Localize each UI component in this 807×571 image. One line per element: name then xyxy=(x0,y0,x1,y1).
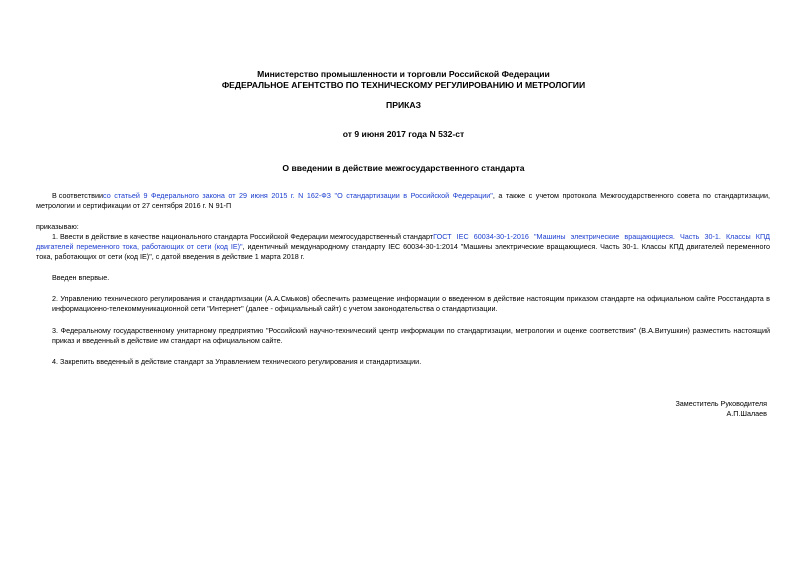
item-1-end: , идентичный международному стандарту IEC 60034-30-1:2014 "Машины электрические вращающиеся. Часть 30-1. Классы КПД двигателей переменного тока, работающих от сети (код IE)", с датой введения в действие 1 марта 2018 г. xyxy=(36,242,770,261)
item-3-paragraph xyxy=(36,326,770,346)
item-1-start: 1. Ввести в действие в качестве национального стандарта Российской Федерации межгосударственный стандарт xyxy=(52,232,434,241)
preamble-paragraph xyxy=(36,191,770,211)
item-3-text: 3. Федеральному государственному унитарному предприятию "Российский научно-технический центр информации по стандартизации, метрологии и оценке соответствия" (В.А.Витушкин) разместить настоящий приказ и введенный в действие им стандарт на официальном сайте. xyxy=(52,326,770,345)
item-4-paragraph xyxy=(36,357,770,367)
item-4-text: 4. Закрепить введенный в действие стандарт за Управлением технического регулирования и стандартизации. xyxy=(52,357,422,366)
document-type: ПРИКАЗ xyxy=(386,100,421,110)
gost-standard-link[interactable]: ГОСТ IEC 60034-30-1-2016 "Машины электрические вращающиеся. Часть 30-1. Классы КПД двигателей переменного тока, работающих от сети (код IE)" xyxy=(36,232,770,251)
federal-law-link[interactable]: со статьей 9 Федерального закона от 29 июня 2015 г. N 162-ФЗ "О стандартизации в Российской Федерации" xyxy=(103,191,493,200)
introduced-first-note xyxy=(36,273,770,283)
item-2-paragraph xyxy=(36,294,770,314)
item-2-text: 2. Управлению технического регулирования и стандартизации (А.А.Смыков) обеспечить размещение информации о введенном в действие настоящим приказом стандарте на официальном сайте Росстандарта в информационно-телекоммуникационной сети "Интернет" (далее - официальный сайт) с учетом законодательства о стандартизации. xyxy=(52,294,770,313)
document-date-number: от 9 июня 2017 года N 532-ст xyxy=(342,129,465,139)
orders-word: приказываю: xyxy=(36,222,79,231)
preamble-start: В соответствии xyxy=(52,191,104,200)
signature-name: А.П.Шалаев xyxy=(726,409,767,418)
document-subject: О введении в действие межгосударственного стандарта xyxy=(282,163,525,173)
preamble-end: , а также с учетом протокола Межгосударственного совета по стандартизации, метрологии и сертификации от 27 сентября 2016 г. N 91-П xyxy=(36,191,770,210)
introduced-first-text: Введен впервые. xyxy=(52,273,110,282)
agency-name: ФЕДЕРАЛЬНОЕ АГЕНТСТВО ПО ТЕХНИЧЕСКОМУ РЕГУЛИРОВАНИЮ И МЕТРОЛОГИИ xyxy=(221,80,586,90)
item-1-paragraph xyxy=(36,232,770,262)
ministry-name: Министерство промышленности и торговли Российской Федерации xyxy=(257,69,550,79)
signature-position: Заместитель Руководителя xyxy=(675,399,767,408)
